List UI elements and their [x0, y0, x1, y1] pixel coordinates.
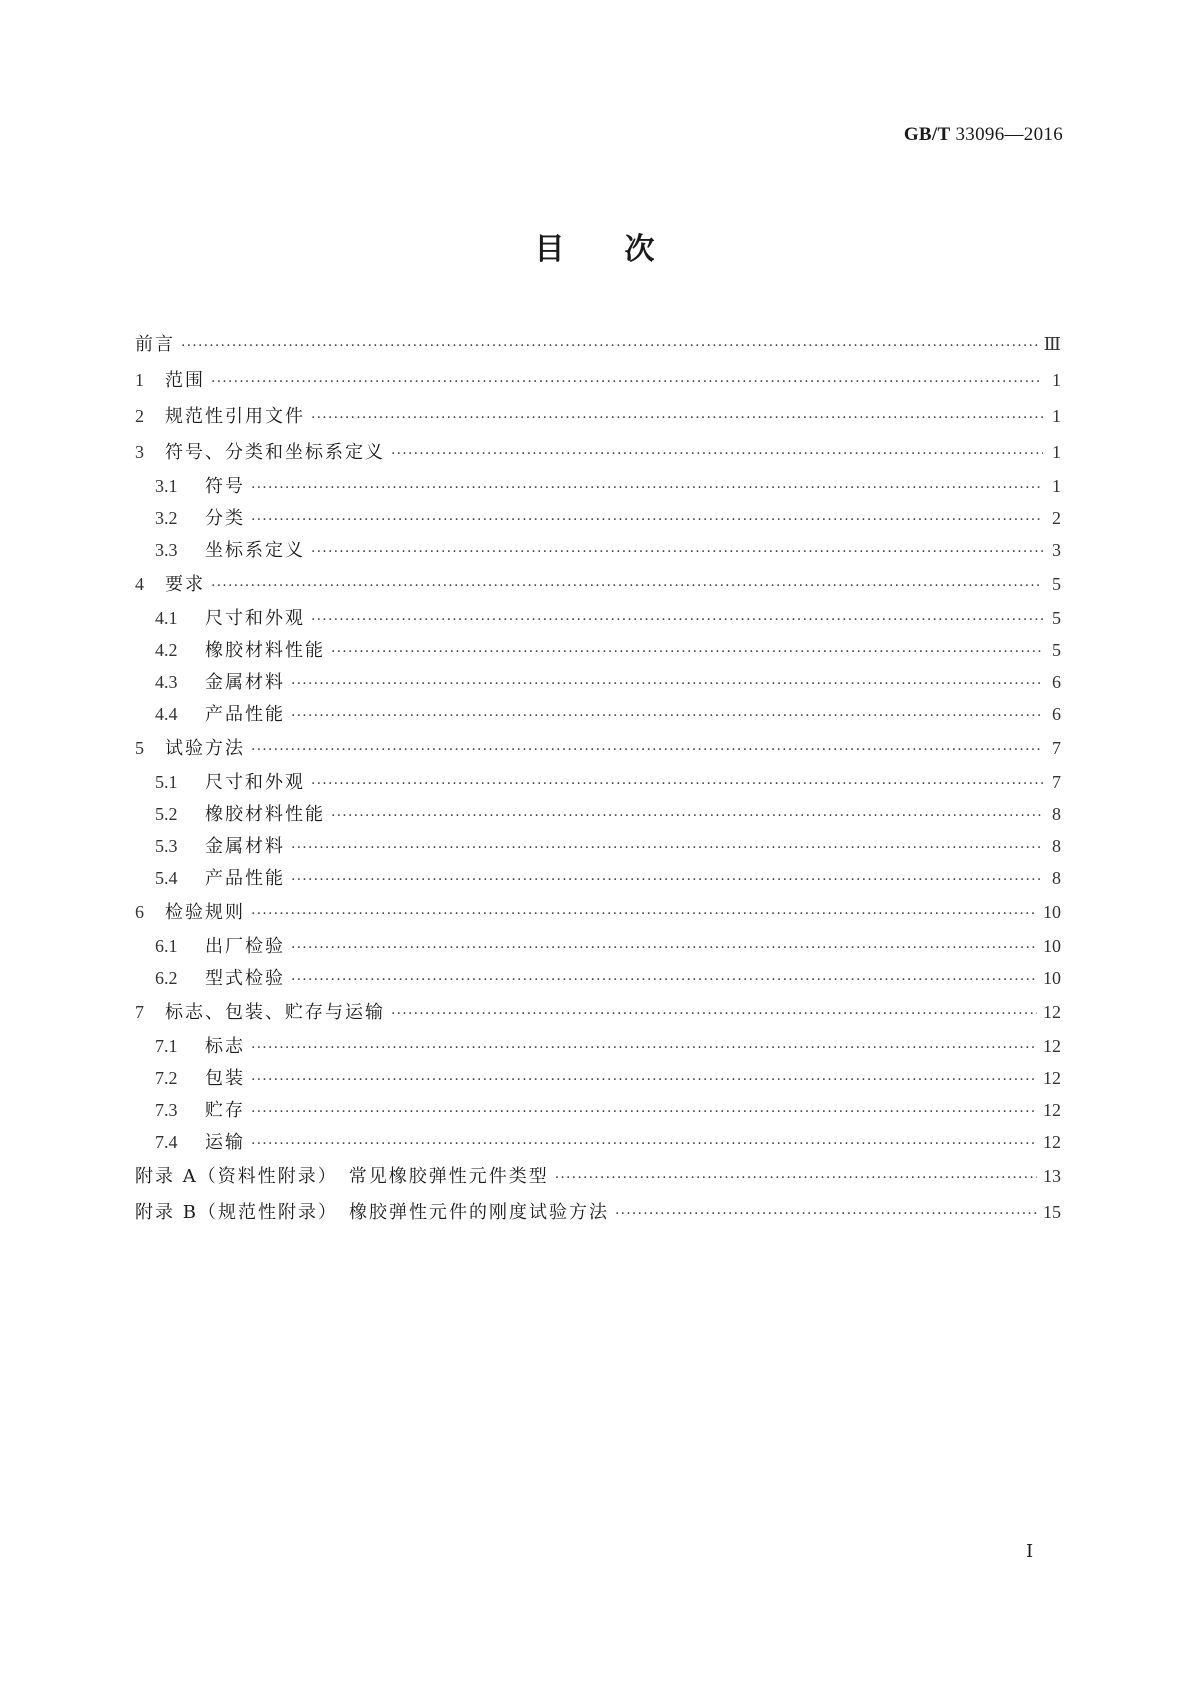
toc-entry-number: 5 — [135, 738, 144, 758]
toc-entry[interactable] — [135, 1126, 1061, 1158]
toc-entry[interactable] — [135, 566, 1061, 602]
toc-dot-leader — [211, 568, 1043, 604]
toc-dot-leader — [181, 328, 1038, 364]
toc-entry-label: 符号 — [205, 476, 245, 497]
toc-entry-page: 2 — [1052, 508, 1061, 528]
toc-entry-number: 5.2 — [155, 804, 178, 824]
toc-entry-number: 3.3 — [155, 540, 178, 560]
toc-entry-page: 13 — [1043, 1166, 1061, 1186]
toc-entry-label: 橡胶材料性能 — [205, 640, 325, 661]
toc-entry[interactable] — [135, 362, 1061, 398]
toc-entry-number: 6 — [135, 902, 144, 922]
toc-entry[interactable] — [135, 862, 1061, 894]
toc-entry-label: 符号、分类和坐标系定义 — [165, 442, 385, 463]
toc-entry-page: 1 — [1052, 370, 1061, 390]
toc-dot-leader — [291, 700, 1043, 732]
toc-entry-label: 坐标系定义 — [205, 540, 305, 561]
toc-entry-page: 8 — [1052, 836, 1061, 856]
toc-entry-page: 7 — [1052, 738, 1061, 758]
toc-entry-page: Ⅲ — [1043, 334, 1061, 354]
standard-number: 33096—2016 — [955, 124, 1063, 145]
toc-entry-page: 1 — [1052, 442, 1061, 462]
toc-entry-label: 检验规则 — [165, 902, 245, 923]
toc-entry[interactable] — [135, 798, 1061, 830]
toc-entry-number: 7.2 — [155, 1068, 178, 1088]
toc-entry-number: 5.4 — [155, 868, 178, 888]
toc-entry-number: 7 — [135, 1002, 144, 1022]
toc-entry[interactable] — [135, 634, 1061, 666]
toc-entry[interactable] — [135, 602, 1061, 634]
toc-dot-leader — [311, 536, 1043, 568]
toc-entry-label: 前言 — [135, 334, 175, 355]
toc-entry-label: 金属材料 — [205, 672, 285, 693]
toc-entry-label: 分类 — [205, 508, 245, 529]
toc-dot-leader — [251, 732, 1043, 768]
toc-dot-leader — [251, 1096, 1037, 1128]
toc-dot-leader — [251, 504, 1043, 536]
toc-entry-page: 10 — [1043, 936, 1061, 956]
toc-entry-label: 试验方法 — [165, 738, 245, 759]
toc-entry[interactable] — [135, 326, 1061, 362]
toc-entry-page: 12 — [1043, 1100, 1061, 1120]
toc-entry-number: 4.2 — [155, 640, 178, 660]
toc-entry-label: 金属材料 — [205, 836, 285, 857]
toc-entry-number: 1 — [135, 370, 144, 390]
toc-entry-number: 4.1 — [155, 608, 178, 628]
toc-entry[interactable] — [135, 1094, 1061, 1126]
toc-entry-label: 范围 — [165, 370, 205, 391]
toc-entry[interactable] — [135, 994, 1061, 1030]
toc-entry-number: 6.2 — [155, 968, 178, 988]
toc-entry-page: 6 — [1052, 672, 1061, 692]
toc-entry-page: 6 — [1052, 704, 1061, 724]
toc-entry-page: 10 — [1043, 902, 1061, 922]
toc-entry-label: 产品性能 — [205, 704, 285, 725]
toc-entry[interactable] — [135, 470, 1061, 502]
toc-entry[interactable] — [135, 930, 1061, 962]
toc-entry-label: 出厂检验 — [205, 936, 285, 957]
toc-entry[interactable] — [135, 666, 1061, 698]
toc-entry[interactable] — [135, 502, 1061, 534]
toc-entry-number: 3 — [135, 442, 144, 462]
toc-entry-page: 12 — [1043, 1132, 1061, 1152]
toc-entry-page: 5 — [1052, 608, 1061, 628]
page-title — [0, 224, 1191, 268]
standard-prefix: GB/T — [903, 124, 951, 145]
toc-dot-leader — [555, 1160, 1037, 1196]
toc-entry-page: 8 — [1052, 868, 1061, 888]
toc-dot-leader — [291, 964, 1037, 996]
toc-entry-number: 4.3 — [155, 672, 178, 692]
toc-entry-label: 运输 — [205, 1132, 245, 1153]
toc-entry-label: 产品性能 — [205, 868, 285, 889]
toc-dot-leader — [251, 1032, 1037, 1064]
toc-entry-page: 12 — [1043, 1036, 1061, 1056]
toc-entry-label: 标志、包装、贮存与运输 — [165, 1002, 385, 1023]
toc-entry-page: 5 — [1052, 574, 1061, 594]
toc-entry[interactable] — [135, 434, 1061, 470]
toc-entry[interactable] — [135, 730, 1061, 766]
toc-entry-number: 2 — [135, 406, 144, 426]
toc-dot-leader — [291, 668, 1043, 700]
toc-dot-leader — [391, 996, 1037, 1032]
toc-entry[interactable] — [135, 962, 1061, 994]
toc-entry[interactable] — [135, 894, 1061, 930]
toc-entry-label: 尺寸和外观 — [205, 772, 305, 793]
toc-dot-leader — [615, 1196, 1037, 1232]
toc-entry[interactable] — [135, 1062, 1061, 1094]
toc-entry[interactable] — [135, 698, 1061, 730]
toc-entry[interactable] — [135, 398, 1061, 434]
footer-page-number: Ⅰ — [1026, 1541, 1034, 1561]
toc-dot-leader — [311, 604, 1043, 636]
toc-dot-leader — [251, 896, 1037, 932]
toc-entry-page: 12 — [1043, 1068, 1061, 1088]
toc-dot-leader — [211, 364, 1043, 400]
toc-entry-number: 4 — [135, 574, 144, 594]
toc-entry-number: 7.1 — [155, 1036, 178, 1056]
toc-dot-leader — [331, 800, 1043, 832]
toc-entry[interactable] — [135, 1158, 1061, 1194]
toc-entry-page: 1 — [1052, 406, 1061, 426]
toc-entry-label: 尺寸和外观 — [205, 608, 305, 629]
toc-entry-page: 3 — [1052, 540, 1061, 560]
toc-entry-label: 规范性引用文件 — [165, 406, 305, 427]
toc-entry-number: 4.4 — [155, 704, 178, 724]
toc-entry-number: 3.1 — [155, 476, 178, 496]
toc-entry-label: 标志 — [205, 1036, 245, 1057]
toc-entry-number: 5.1 — [155, 772, 178, 792]
toc-entry-number: 7.3 — [155, 1100, 178, 1120]
toc-dot-leader — [291, 864, 1043, 896]
toc-entry-page: 12 — [1043, 1002, 1061, 1022]
toc-entry-number: 7.4 — [155, 1132, 178, 1152]
toc-dot-leader — [311, 768, 1043, 800]
toc-dot-leader — [391, 436, 1043, 472]
toc-entry[interactable] — [135, 1194, 1061, 1230]
toc-entry-label: 包装 — [205, 1068, 245, 1089]
toc-entry[interactable] — [135, 766, 1061, 798]
toc-entry[interactable] — [135, 534, 1061, 566]
toc-dot-leader — [331, 636, 1043, 668]
toc-dot-leader — [251, 1128, 1037, 1160]
toc-entry-label: 橡胶材料性能 — [205, 804, 325, 825]
toc-entry-label: 型式检验 — [205, 968, 285, 989]
toc-entry-label: 要求 — [165, 574, 205, 595]
toc-dot-leader — [291, 832, 1043, 864]
toc-entry-page: 10 — [1043, 968, 1061, 988]
toc-entry-label: 附录 B（规范性附录） 橡胶弹性元件的刚度试验方法 — [135, 1202, 609, 1223]
title-char-2: 次 — [624, 232, 657, 267]
toc-dot-leader — [251, 472, 1043, 504]
toc-entry[interactable] — [135, 830, 1061, 862]
toc-entry-page: 8 — [1052, 804, 1061, 824]
toc-entry-page: 5 — [1052, 640, 1061, 660]
toc-entry-number: 6.1 — [155, 936, 178, 956]
toc-entry-page: 7 — [1052, 772, 1061, 792]
toc-dot-leader — [291, 932, 1037, 964]
toc-entry[interactable] — [135, 1030, 1061, 1062]
toc-entry-number: 5.3 — [155, 836, 178, 856]
standard-code — [904, 124, 1063, 146]
toc-dot-leader — [251, 1064, 1037, 1096]
toc-entry-label: 附录 A（资料性附录） 常见橡胶弹性元件类型 — [135, 1166, 549, 1187]
toc-dot-leader — [311, 400, 1043, 436]
toc-entry-page: 1 — [1052, 476, 1061, 496]
toc-entry-label: 贮存 — [205, 1100, 245, 1121]
toc-entry-page: 15 — [1043, 1202, 1061, 1222]
table-of-contents — [135, 326, 1061, 1230]
toc-entry-number: 3.2 — [155, 508, 178, 528]
title-char-1: 目 — [534, 232, 567, 267]
